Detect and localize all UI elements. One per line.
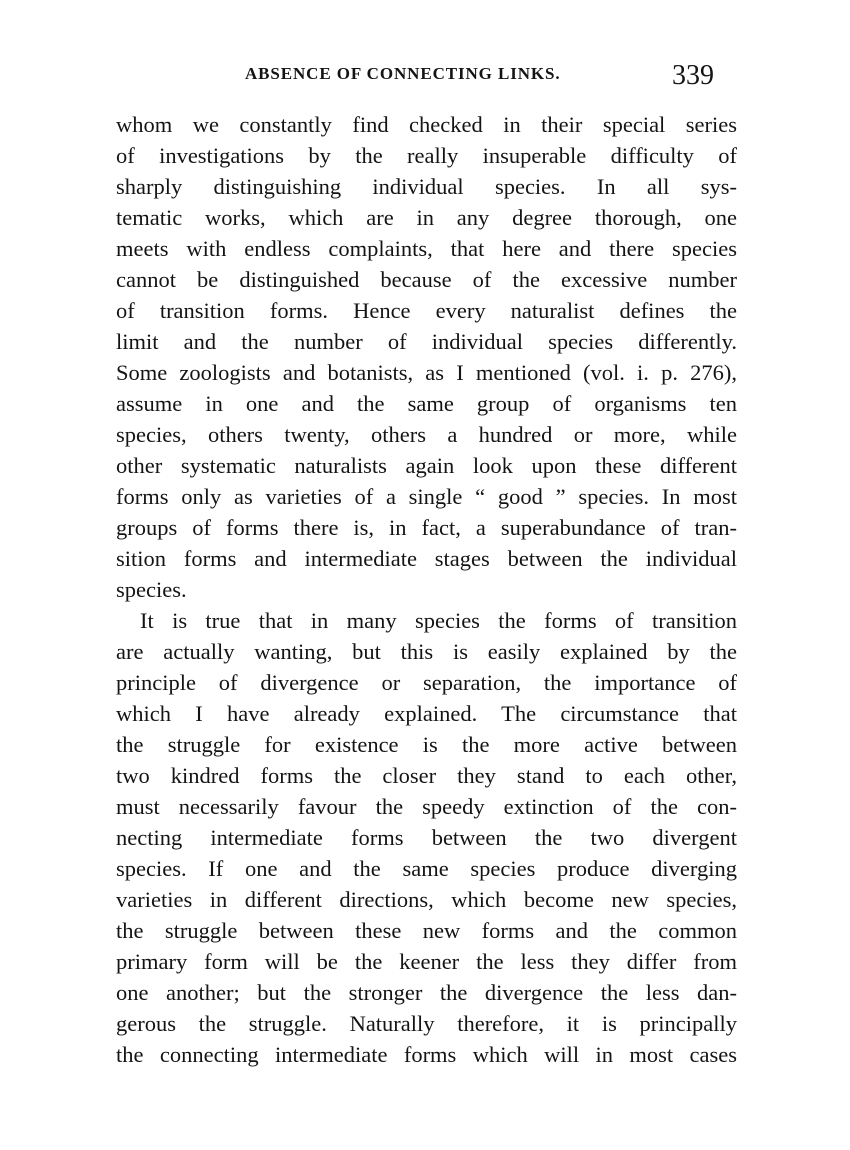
text-line: the struggle between these new forms and the common bbox=[116, 918, 737, 943]
text-line: groups of forms there is, in fact, a superabundance of tran- bbox=[116, 515, 737, 540]
text-line: necting intermediate forms between the two divergent bbox=[116, 825, 737, 850]
text-line: varieties in different directions, which become new species, bbox=[116, 887, 737, 912]
text-line: the struggle for existence is the more active between bbox=[116, 732, 737, 757]
text-line: Some zoologists and botanists, as I mentioned (vol. i. p. 276), bbox=[116, 360, 737, 385]
page-number: 339 bbox=[672, 60, 714, 91]
text-line: species, others twenty, others a hundred or more, while bbox=[116, 422, 737, 447]
text-line: primary form will be the keener the less they differ from bbox=[116, 949, 737, 974]
text-line: one another; but the stronger the divergence the less dan- bbox=[116, 980, 737, 1005]
text-line: are actually wanting, but this is easily explained by the bbox=[116, 639, 737, 664]
text-line: whom we constantly find checked in their special series bbox=[116, 112, 737, 137]
text-line: cannot be distinguished because of the excessive number bbox=[116, 267, 737, 292]
running-title: ABSENCE OF CONNECTING LINKS. bbox=[245, 64, 561, 83]
text-line: species. If one and the same species produce diverging bbox=[116, 856, 737, 881]
text-line: sharply distinguishing individual species. In all sys- bbox=[116, 174, 737, 199]
paragraph-first-line: It is true that in many species the forms of transition bbox=[140, 608, 737, 633]
text-line: tematic works, which are in any degree thorough, one bbox=[116, 205, 737, 230]
body-text bbox=[116, 109, 737, 1070]
text-line: limit and the number of individual species differently. bbox=[116, 329, 737, 354]
text-line: must necessarily favour the speedy extinction of the con- bbox=[116, 794, 737, 819]
text-line: other systematic naturalists again look upon these different bbox=[116, 453, 737, 478]
text-line: principle of divergence or separation, the importance of bbox=[116, 670, 737, 695]
running-head bbox=[0, 60, 850, 96]
text-line: of investigations by the really insuperable difficulty of bbox=[116, 143, 737, 168]
paragraph-end-line: species. bbox=[116, 577, 187, 602]
text-line: assume in one and the same group of organisms ten bbox=[116, 391, 737, 416]
text-line: which I have already explained. The circumstance that bbox=[116, 701, 737, 726]
text-line: sition forms and intermediate stages between the individual bbox=[116, 546, 737, 571]
text-line: the connecting intermediate forms which will in most cases bbox=[116, 1042, 737, 1067]
text-line: meets with endless complaints, that here and there species bbox=[116, 236, 737, 261]
text-line: of transition forms. Hence every naturalist defines the bbox=[116, 298, 737, 323]
text-line: two kindred forms the closer they stand to each other, bbox=[116, 763, 737, 788]
text-line: gerous the struggle. Naturally therefore, it is principally bbox=[116, 1011, 737, 1036]
text-line: forms only as varieties of a single “ good ” species. In most bbox=[116, 484, 737, 509]
